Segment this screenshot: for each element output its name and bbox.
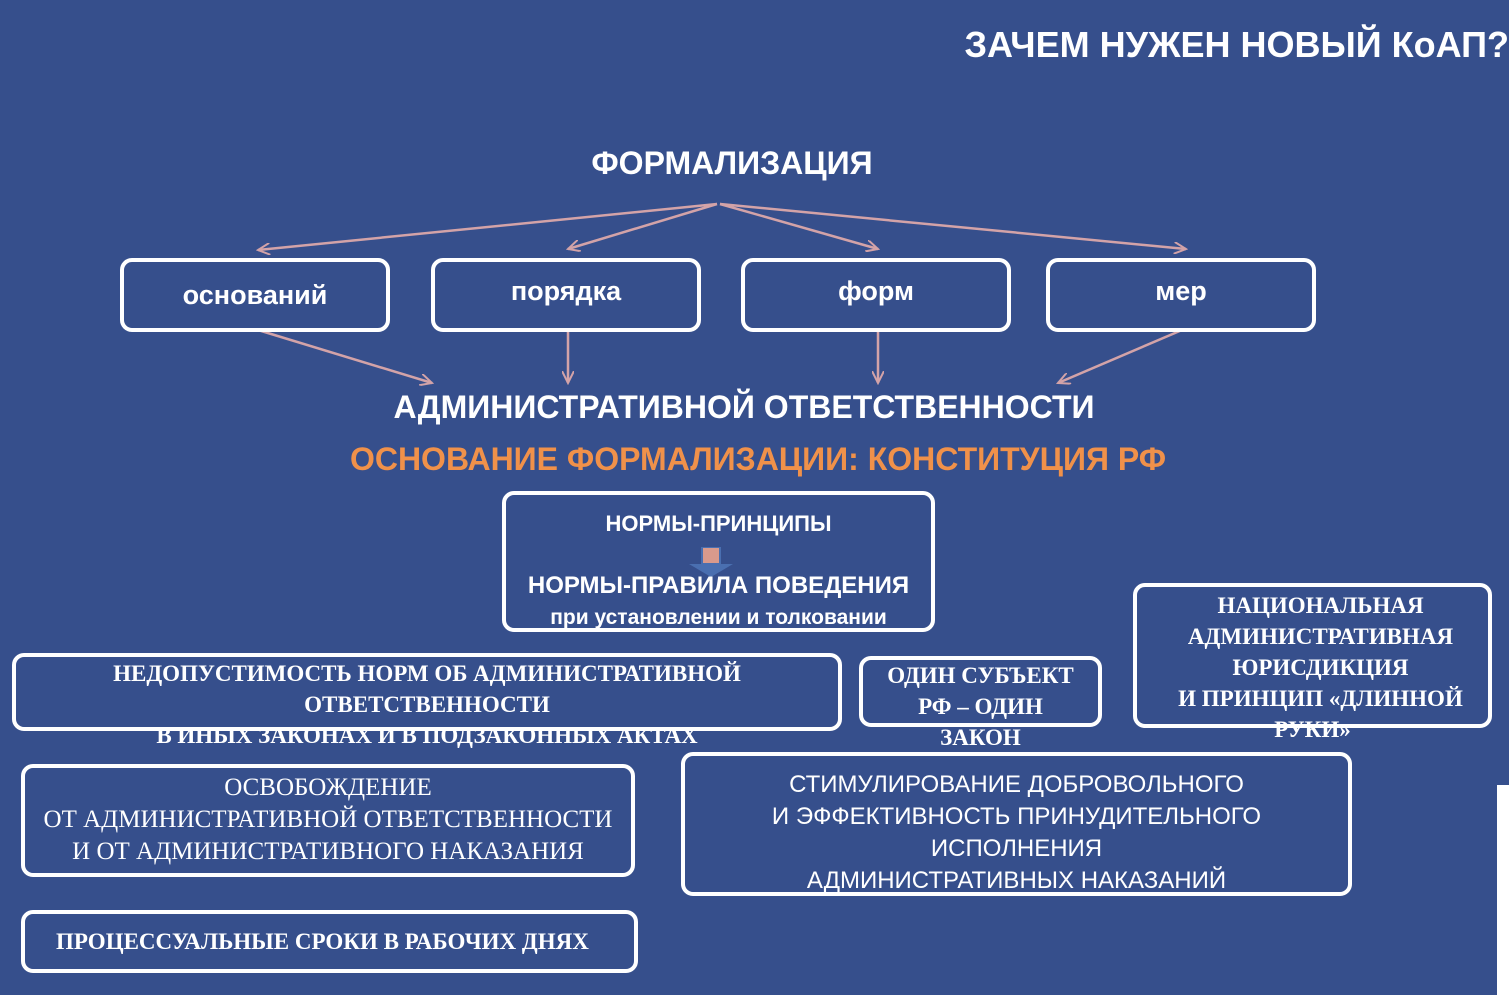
text-line: АДМИНИСТРАТИВНЫХ НАКАЗАНИЙ xyxy=(806,867,1227,894)
national-jurisdiction-text xyxy=(1133,590,1508,745)
text-line: ИСПОЛНЕНИЯ xyxy=(930,835,1103,862)
text-line: НЕДОПУСТИМОСТЬ НОРМ ОБ АДМИНИСТРАТИВНОЙ xyxy=(113,661,741,686)
text-line: ОТВЕТСТВЕННОСТИ xyxy=(304,692,550,717)
text-line: ЮРИСДИКЦИЯ xyxy=(1232,655,1409,680)
arrow-to-branch-4 xyxy=(720,204,1186,249)
arrow-from-branch-4 xyxy=(1058,330,1182,383)
text-line: И ПРИНЦИП «ДЛИННОЙ xyxy=(1178,686,1463,711)
deadlines-text: ПРОЦЕССУАЛЬНЫЕ СРОКИ В РАБОЧИХ ДНЯХ xyxy=(56,929,589,954)
text-line: ОТ АДМИНИСТРАТИВНОЙ ОТВЕТСТВЕННОСТИ xyxy=(43,806,613,833)
branch-box-2 xyxy=(431,258,701,332)
norms-rules: НОРМЫ-ПРАВИЛА ПОВЕДЕНИЯ xyxy=(527,572,910,599)
text-line: СТИМУЛИРОВАНИЕ ДОБРОВОЛЬНОГО xyxy=(789,771,1244,798)
exemption-box xyxy=(21,764,635,877)
text-line: АДМИНИСТРАТИВНАЯ xyxy=(1187,624,1454,649)
norms-context: при установлении и толковании xyxy=(550,606,887,629)
slide-title: ЗАЧЕМ НУЖЕН НОВЫЙ КоАП? xyxy=(964,24,1509,65)
diagram-heading: ФОРМАЛИЗАЦИЯ xyxy=(591,145,873,181)
one-subject-text xyxy=(859,660,1102,753)
branch-box-4 xyxy=(1046,258,1316,332)
basis-heading: ОСНОВАНИЕ ФОРМАЛИЗАЦИИ: КОНСТИТУЦИЯ РФ xyxy=(349,441,1167,477)
arrow-to-branch-1 xyxy=(258,204,717,250)
text-line: НАЦИОНАЛЬНАЯ xyxy=(1217,593,1424,618)
branch-label: форм xyxy=(838,275,914,306)
branch-label: порядка xyxy=(510,275,622,306)
branch-label: оснований xyxy=(182,279,328,310)
inadmissibility-text xyxy=(12,658,842,751)
edge-strip xyxy=(1497,785,1509,995)
stimulation-box xyxy=(681,752,1352,896)
text-line: РФ – ОДИН xyxy=(918,694,1043,719)
text-line: ОСВОБОЖДЕНИЕ xyxy=(224,774,432,801)
text-line: И ОТ АДМИНИСТРАТИВНОГО НАКАЗАНИЯ xyxy=(72,838,584,865)
branch-label: мер xyxy=(1155,275,1207,306)
diagram-subheading: АДМИНИСТРАТИВНОЙ ОТВЕТСТВЕННОСТИ xyxy=(393,389,1095,425)
arrow-from-branch-1 xyxy=(258,330,432,383)
text-line: ОДИН СУБЪЕКТ xyxy=(887,663,1074,688)
branch-box-3 xyxy=(741,258,1011,332)
norms-box xyxy=(502,491,935,632)
branch-box-1 xyxy=(120,258,390,332)
text-line: В ИНЫХ ЗАКОНАХ И В ПОДЗАКОННЫХ АКТАХ xyxy=(156,723,698,748)
text-line: И ЭФФЕКТИВНОСТЬ ПРИНУДИТЕЛЬНОГО xyxy=(771,803,1262,830)
norms-principles: НОРМЫ-ПРИНЦИПЫ xyxy=(605,511,832,536)
text-line: ЗАКОН xyxy=(940,725,1021,750)
text-line: РУКИ» xyxy=(1274,717,1351,742)
